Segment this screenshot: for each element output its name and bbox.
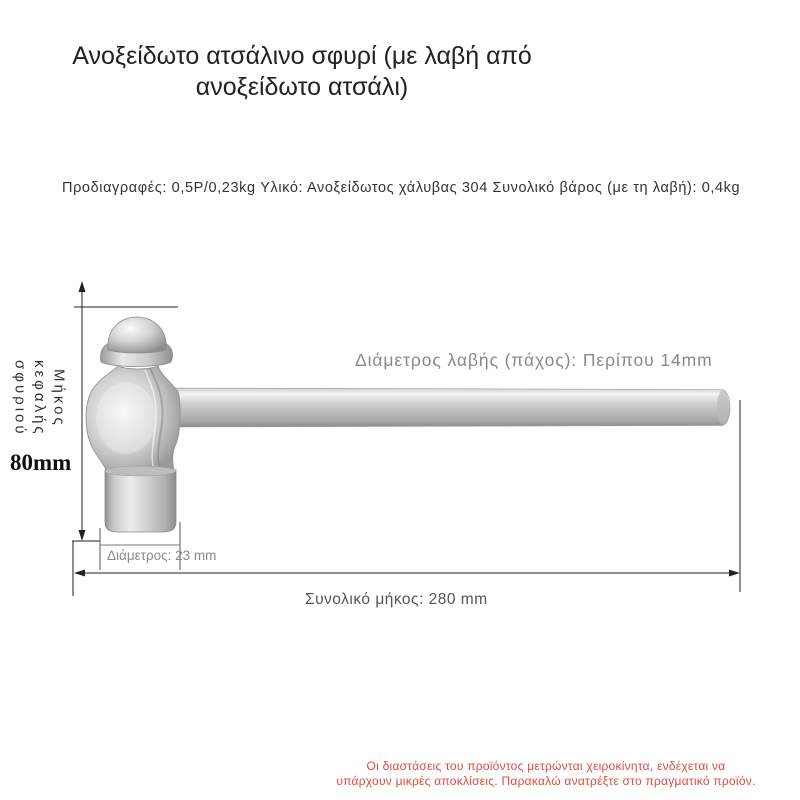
- hammer-head: [86, 317, 180, 532]
- product-title-line-2: ανοξείδωτο ατσάλι): [195, 73, 409, 101]
- hammer-handle: [168, 388, 730, 427]
- product-title: [0, 41, 604, 103]
- arrow-up-icon: [79, 281, 86, 292]
- arrow-left-icon: [74, 570, 85, 577]
- product-title-line-1: Ανοξείδωτο ατσάλινο σφυρί (με λαβή από: [72, 42, 532, 70]
- disclaimer-line-1: Οι διαστάσεις του προϊόντος μετρώνται χειροκίνητα, ενδέχεται να: [366, 759, 726, 773]
- specifications-text: Προδιαγραφές: 0,5P/0,23kg Υλικό: Ανοξείδωτος χάλυβας 304 Συνολικό βάρος (με τη λαβή): 0,4kg: [62, 180, 741, 196]
- head-length-value: 80mm: [10, 450, 72, 475]
- disclaimer-note: [300, 759, 792, 789]
- total-length-label: Συνολικό μήκος: 280 mm: [305, 591, 488, 608]
- disclaimer-line-2: υπάρχουν μικρές αποκλίσεις. Παρακαλώ ανατρέξτε στο πραγματικό προϊόν.: [336, 774, 756, 788]
- arrow-right-icon: [729, 570, 740, 577]
- arrow-down-icon: [79, 530, 86, 541]
- head-length-label: Μήκος κεφαλής σφυριού: [11, 359, 68, 437]
- handle-diameter-label: Διάμετρος λαβής (πάχος): Περίπου 14mm: [355, 350, 713, 370]
- face-diameter-label: Διάμετρος: 23 mm: [107, 548, 217, 563]
